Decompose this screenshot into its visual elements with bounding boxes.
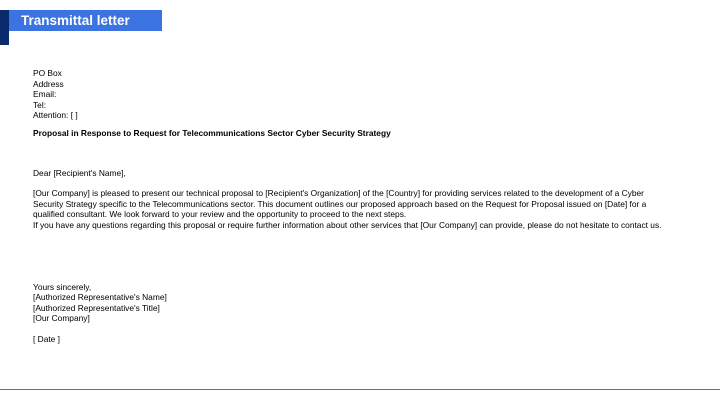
letter-paragraph-1: [Our Company] is pleased to present our technical proposal to [Recipient's Organization] of the [Country] for providing services related to the development of a Cyber Security Strategy specific to the Telecommunications sector. This document outlines our proposed approach based on the Request for Proposal issued on [Date] for a qualified consultant. We look forward to your review and the opportunity to proceed to the next steps. xyxy=(33,188,647,220)
letter-subject: Proposal in Response to Request for Telecommunications Sector Cyber Security Strategy xyxy=(33,127,391,138)
letter-salutation: Dear [Recipient's Name], xyxy=(33,167,126,178)
page-title: Transmittal letter xyxy=(9,10,162,31)
address-attention: Attention: [ ] xyxy=(33,110,78,121)
address-email: Email: xyxy=(33,89,57,100)
footer-divider xyxy=(0,389,720,390)
letter-date: [ Date ] xyxy=(33,333,60,344)
signatory-company: [Our Company] xyxy=(33,313,90,324)
letter-body xyxy=(33,68,673,345)
address-po-box: PO Box xyxy=(33,68,62,78)
letter-paragraph-2: If you have any questions regarding this proposal or require further information about other services that [Our Company] can provide, please do not hesitate to contact us. xyxy=(33,219,662,230)
signatory-name: [Authorized Representative's Name] xyxy=(33,292,167,303)
address-line: Address xyxy=(33,78,64,89)
header-accent-bar xyxy=(0,10,9,45)
signatory-title: [Authorized Representative's Title] xyxy=(33,302,160,313)
letter-closing: Yours sincerely, xyxy=(33,281,92,292)
address-tel: Tel: xyxy=(33,99,47,110)
